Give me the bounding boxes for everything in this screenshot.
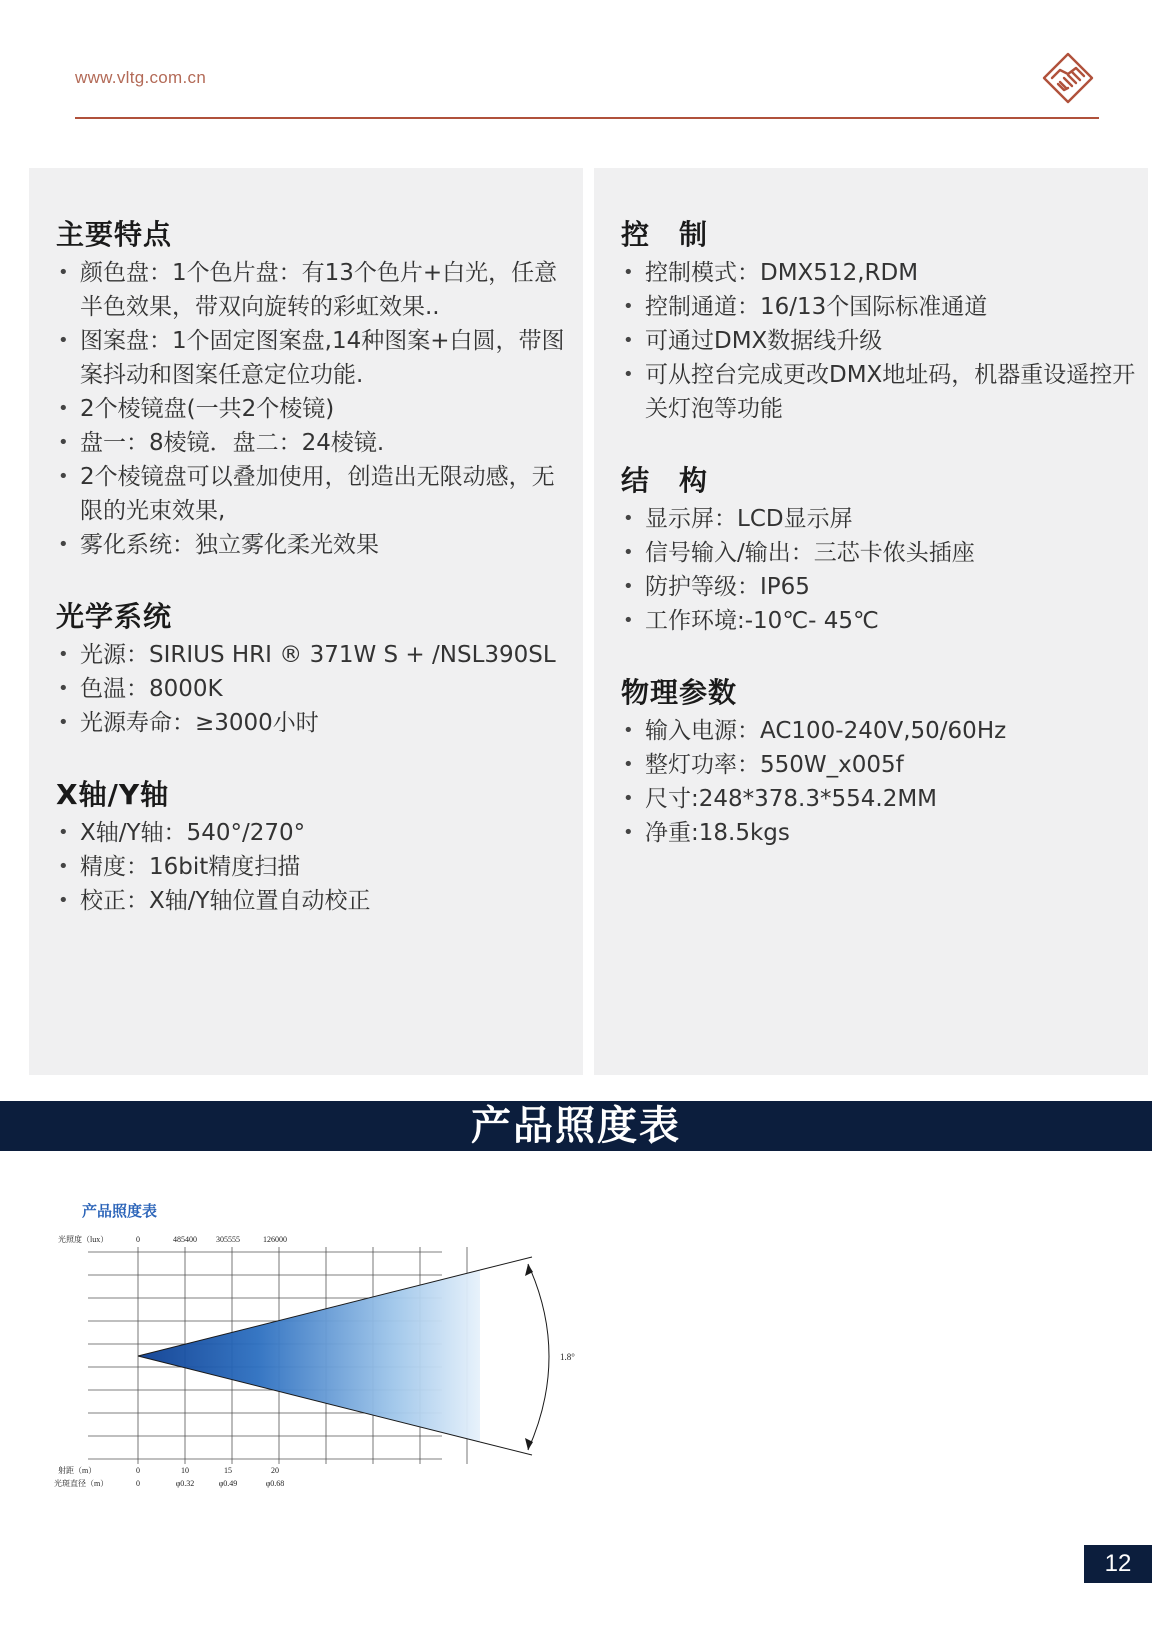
lux-value-label: 126000: [263, 1235, 287, 1244]
header-rule: [75, 117, 1099, 119]
feature-item: • 光源寿命：≥3000小时: [56, 706, 571, 740]
feature-item: • 控制模式：DMX512,RDM: [621, 256, 1136, 290]
diameter-value-label: φ0.68: [265, 1479, 285, 1488]
lux-axis-label: 光照度（lux）: [58, 1235, 109, 1244]
diameter-value-label: φ0.49: [218, 1479, 238, 1488]
feature-list: [621, 502, 1136, 638]
feature-item: • 雾化系统：独立雾化柔光效果: [56, 528, 571, 562]
feature-item: • 整灯功率：550W_x005f: [621, 748, 1136, 782]
feature-list: [56, 638, 571, 740]
feature-item: • 色温：8000K: [56, 672, 571, 706]
feature-section: [56, 216, 571, 562]
beam-extension-bottom: [480, 1442, 532, 1455]
distance-axis-label: 射距（m）: [58, 1466, 97, 1475]
feature-item: • X轴/Y轴：540°/270°: [56, 816, 571, 850]
section-heading: 控 制: [621, 218, 709, 251]
distance-value-label: 15: [224, 1466, 232, 1475]
feature-item: • 2个棱镜盘(一共2个棱镜): [56, 392, 571, 426]
feature-section: [621, 674, 1136, 850]
feature-item: • 可通过DMX数据线升级: [621, 324, 1136, 358]
diameter-value-label: 0: [136, 1479, 140, 1488]
feature-item: • 控制通道：16/13个国际标准通道: [621, 290, 1136, 324]
section-heading: 结 构: [621, 464, 709, 497]
lux-value-label: 485400: [173, 1235, 197, 1244]
feature-item: • 信号输入/输出：三芯卡侬头插座: [621, 536, 1136, 570]
light-beam: [138, 1270, 480, 1442]
feature-item: • 盘一：8棱镜．盘二：24棱镜.: [56, 426, 571, 460]
feature-item: • 工作环境:-10℃- 45℃: [621, 604, 1136, 638]
chart-title: 产品照度表: [82, 1204, 158, 1220]
feature-item: • 输入电源：AC100-240V,50/60Hz: [621, 714, 1136, 748]
feature-item: • 校正：X轴/Y轴位置自动校正: [56, 884, 571, 918]
page-number: 12: [1084, 1545, 1152, 1583]
beam-angle-label: 1.8°: [560, 1352, 575, 1362]
feature-item: • 可从控台完成更改DMX地址码，机器重设遥控开关灯泡等功能: [621, 358, 1136, 426]
features-panel-left: [29, 168, 583, 1075]
distance-value-label: 0: [136, 1466, 140, 1475]
feature-item: • 显示屏：LCD显示屏: [621, 502, 1136, 536]
section-banner: [0, 1101, 1152, 1151]
feature-section: [56, 776, 571, 918]
banner-title: 产品照度表: [471, 1103, 681, 1149]
feature-section: [621, 462, 1136, 638]
lux-value-label: 0: [136, 1235, 140, 1244]
handshake-icon: [1038, 48, 1098, 108]
feature-item: • 防护等级：IP65: [621, 570, 1136, 604]
feature-item: • 2个棱镜盘可以叠加使用，创造出无限动感，无限的光束效果,: [56, 460, 571, 528]
section-heading: 物理参数: [621, 676, 738, 709]
feature-list: [56, 256, 571, 562]
website-url: www.vltg.com.cn: [75, 68, 207, 87]
feature-item: • 尺寸:248*378.3*554.2MM: [621, 782, 1136, 816]
beam-extension-top: [480, 1257, 532, 1270]
distance-value-label: 20: [271, 1466, 279, 1475]
diameter-axis-label: 光斑直径（m）: [54, 1479, 109, 1488]
arc-arrow-top: [525, 1264, 533, 1276]
beam-angle-arc: [528, 1264, 549, 1450]
section-heading: 光学系统: [56, 600, 173, 633]
feature-section: [56, 598, 571, 740]
features-panel-right: [594, 168, 1148, 1075]
illuminance-chart: [50, 1192, 575, 1492]
feature-section: [621, 216, 1136, 426]
section-heading: 主要特点: [56, 218, 173, 251]
feature-item: • 颜色盘：1个色片盘：有13个色片+白光，任意半色效果，带双向旋转的彩虹效果..: [56, 256, 571, 324]
distance-value-label: 10: [181, 1466, 189, 1475]
diameter-value-label: φ0.32: [175, 1479, 195, 1488]
lux-value-label: 305555: [216, 1235, 240, 1244]
feature-item: • 净重:18.5kgs: [621, 816, 1136, 850]
feature-list: [621, 256, 1136, 426]
feature-item: • 光源：SIRIUS HRI ® 371W S + /NSL390SL: [56, 638, 571, 672]
feature-list: [621, 714, 1136, 850]
feature-item: • 精度：16bit精度扫描: [56, 850, 571, 884]
feature-item: • 图案盘：1个固定图案盘,14种图案+白圆，带图案抖动和图案任意定位功能.: [56, 324, 571, 392]
section-heading: X轴/Y轴: [56, 778, 170, 811]
feature-list: [56, 816, 571, 918]
